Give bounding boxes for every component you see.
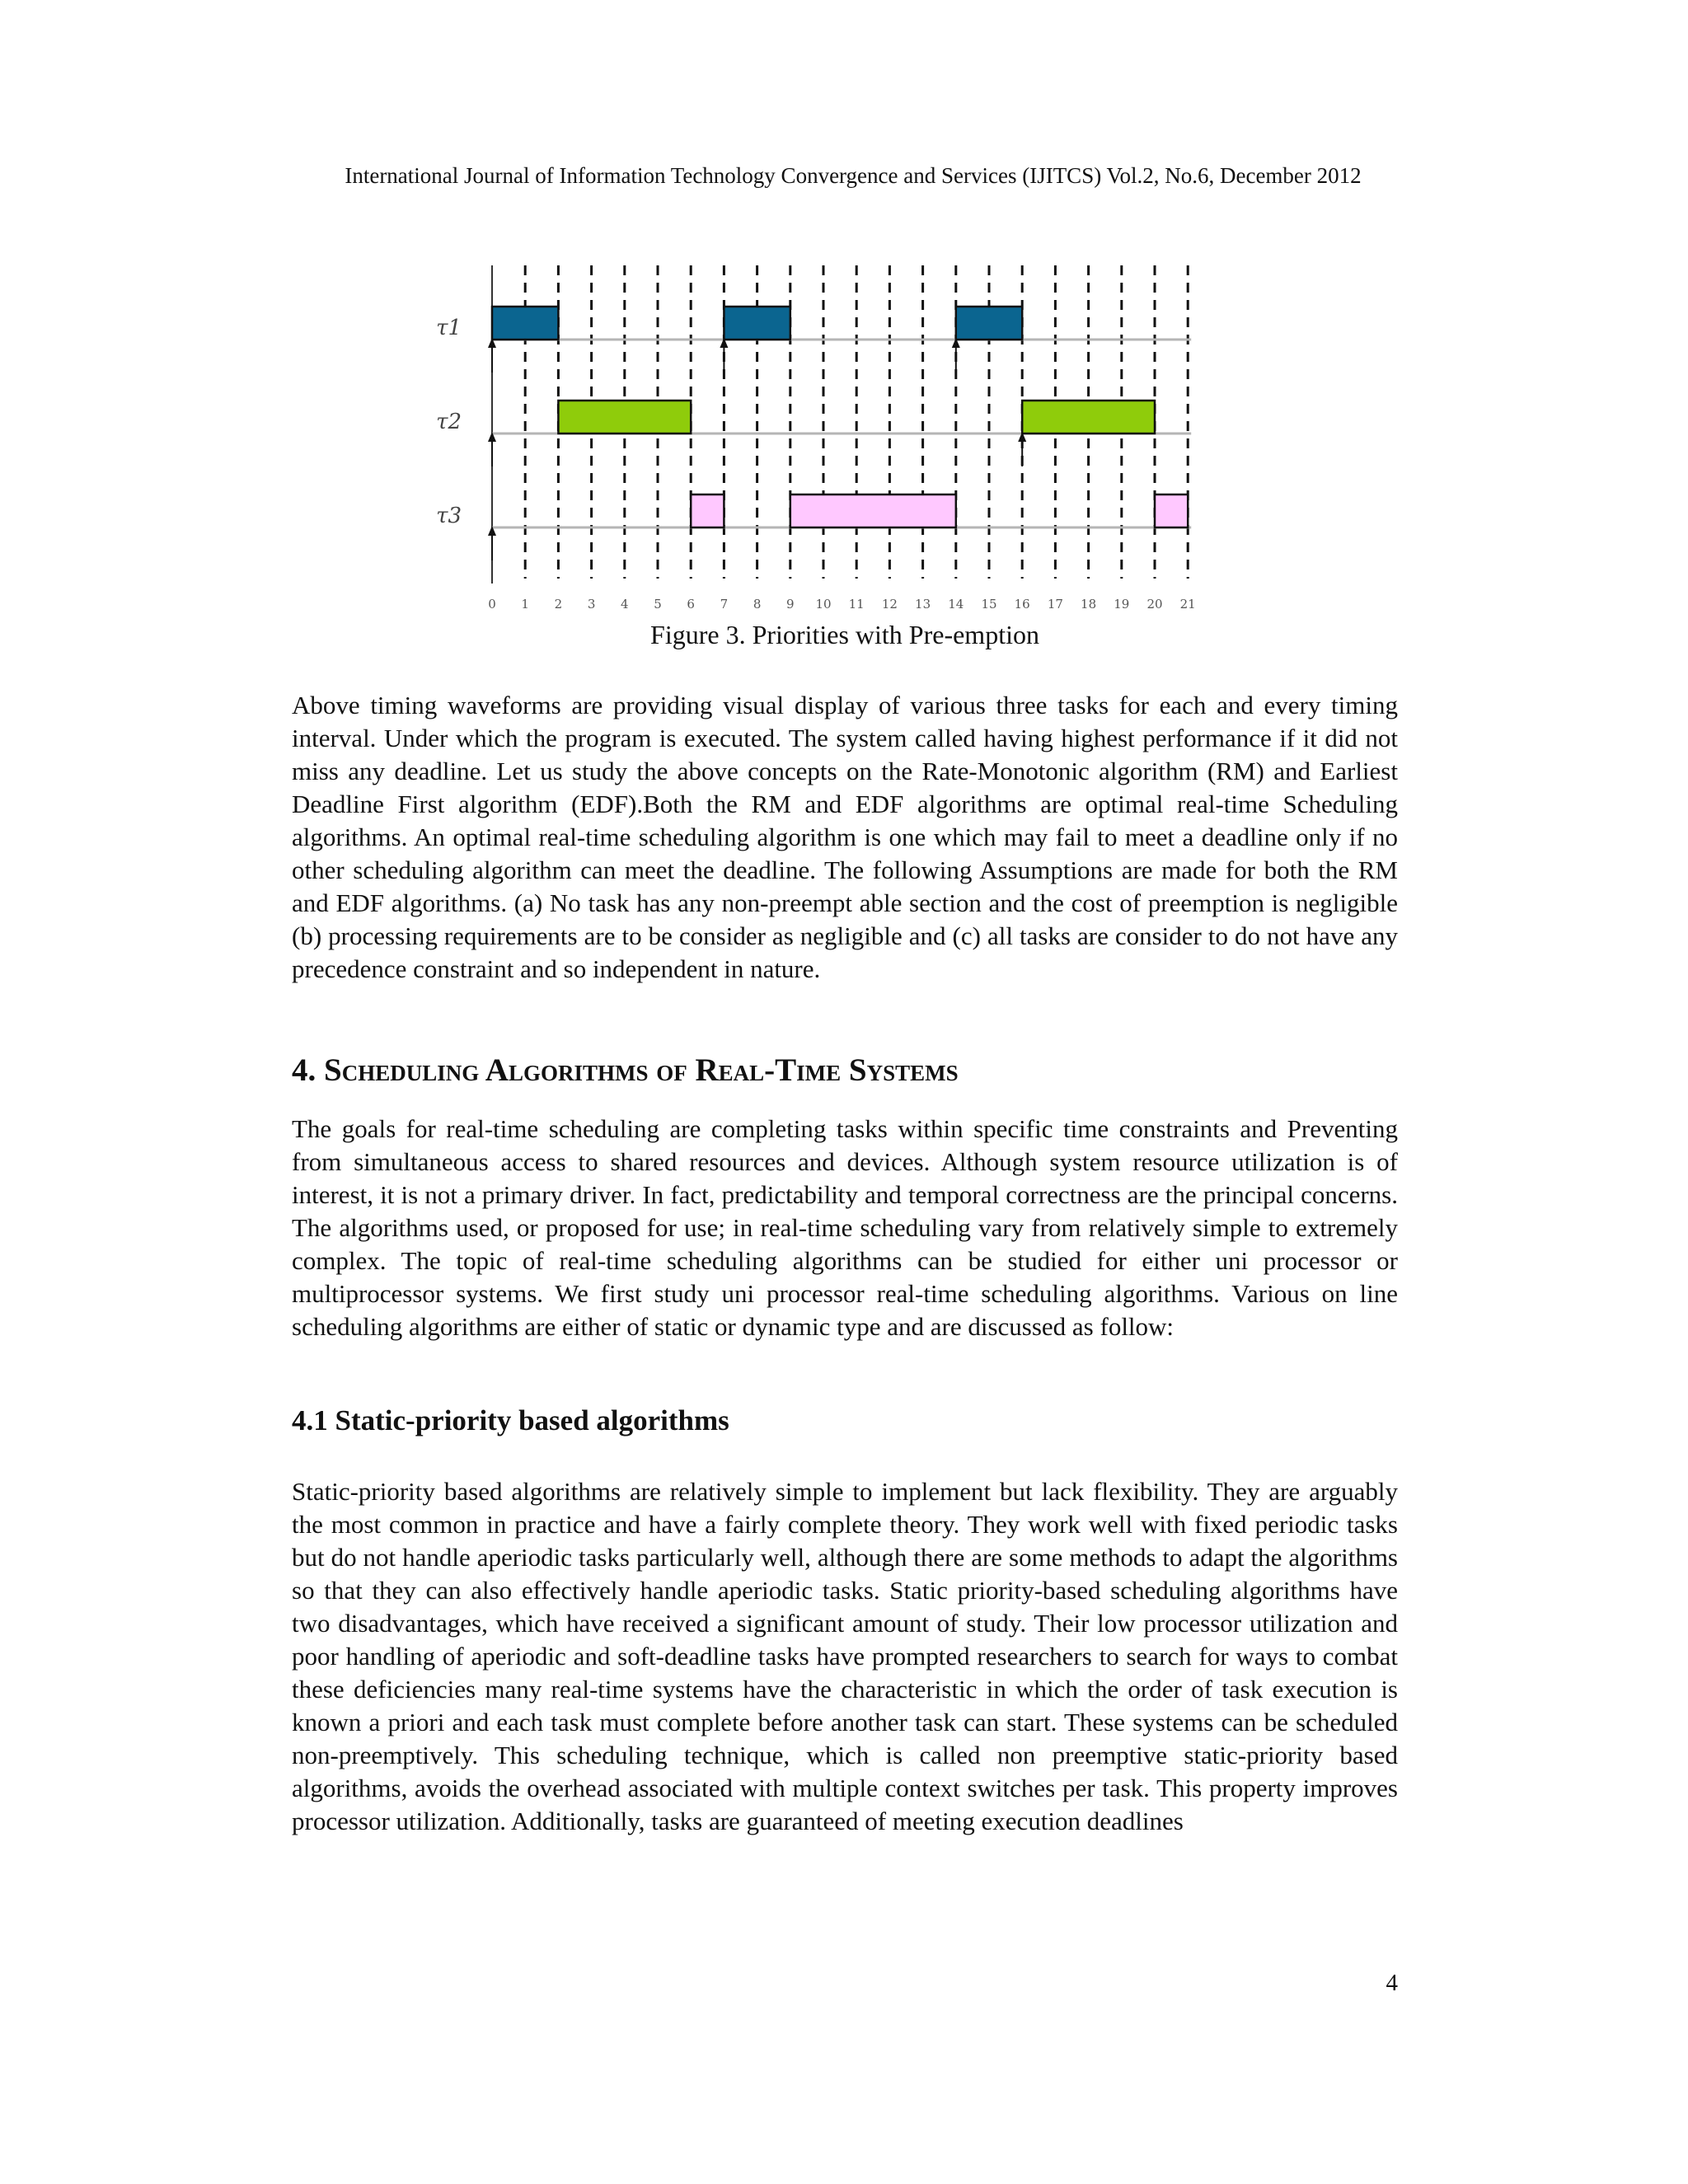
task-label-2: τ2 — [436, 410, 462, 434]
tick-label-7: 7 — [720, 597, 729, 612]
journal-header: International Journal of Information Technology Convergence and Services (IJITCS) Vol.2, No.6, December 2012 — [345, 163, 1362, 188]
tick-label-4: 4 — [621, 597, 629, 612]
tick-label-10: 10 — [815, 597, 832, 612]
tick-label-12: 12 — [881, 597, 898, 612]
task-label-1: τ1 — [436, 316, 462, 340]
paragraph-timing-waveforms: Above timing waveforms are providing visual display of various three tasks for each and every timing interval. Under which the program is executed. The system called having highest performance if it did not miss any deadline. Let us study the above concepts on the Rate-Monotonic algorithm (RM) and Earliest Deadline First algorithm (EDF).Both the RM and EDF algorithms are optimal real-time Scheduling algorithms. An optimal real-time scheduling algorithm is one which may fail to meet a deadline only if no other scheduling algorithm can meet the deadline. The following Assumptions are made for both the RM and EDF algorithms. (a) No task has any non-preempt able section and the cost of preemption is negligible (b) processing requirements are to be consider as negligible and (c) all tasks are consider to do not have any precedence constraint and so independent in nature. — [292, 691, 1398, 983]
task1-execution-bar-2 — [724, 307, 790, 340]
tick-label-5: 5 — [654, 597, 662, 612]
tick-label-1: 1 — [521, 597, 529, 612]
tick-label-15: 15 — [981, 597, 997, 612]
section-heading: 4. Scheduling Algorithms of Real-Time Systems — [292, 1052, 959, 1088]
tick-label-6: 6 — [687, 597, 695, 612]
tick-label-21: 21 — [1179, 597, 1196, 612]
task3-execution-bar-3 — [1155, 494, 1188, 527]
priorities-preemption-timing-chart — [412, 255, 1203, 618]
task3-execution-bar-1 — [691, 494, 724, 527]
tick-label-3: 3 — [587, 597, 596, 612]
subsection-heading: 4.1 Static-priority based algorithms — [292, 1404, 729, 1436]
task2-execution-bar-2 — [1022, 401, 1155, 434]
task1-execution-bar-1 — [492, 307, 558, 340]
tick-label-2: 2 — [554, 597, 563, 612]
tick-label-18: 18 — [1081, 597, 1097, 612]
tick-label-19: 19 — [1114, 597, 1130, 612]
paragraph-scheduling-goals: The goals for real-time scheduling are completing tasks within specific time constraints and Preventing from simultaneous access to shared resources and devices. Although system resource utilization is of interest, it is not a primary driver. In fact, predictability and temporal correctness are the principal concerns. The algorithms used, or proposed for use; in real-time scheduling vary from relatively simple to extremely complex. The topic of real-time scheduling algorithms can be studied for either uni processor or multiprocessor systems. We first study uni processor real-time scheduling algorithms. Various on line scheduling algorithms are either of static or dynamic type and are discussed as follow: — [292, 1114, 1398, 1341]
tick-label-8: 8 — [753, 597, 762, 612]
tick-label-11: 11 — [848, 597, 865, 612]
figure-caption: Figure 3. Priorities with Pre-emption — [650, 620, 1039, 649]
page-number: 4 — [1386, 1970, 1398, 1996]
task-label-3: τ3 — [436, 504, 462, 528]
tick-label-0: 0 — [488, 597, 496, 612]
task2-execution-bar-1 — [558, 401, 691, 434]
paragraph-static-priority: Static-priority based algorithms are relatively simple to implement but lack flexibility. They are arguably the most common in practice and have a fairly complete theory. They work well with fixed periodic tasks but do not handle aperiodic tasks particularly well, although there are some methods to adapt the algorithms so that they can also effectively handle aperiodic tasks. Static priority-based scheduling algorithms have two disadvantages, which have received a significant amount of study. Their low processor utilization and poor handling of aperiodic and soft-deadline tasks have prompted researchers to search for ways to combat these deficiencies many real-time systems have the characteristic in which the order of task execution is known a priori and each task must complete before another task can start. These systems can be scheduled non-preemptively. This scheduling technique, which is called non preemptive static-priority based algorithms, avoids the overhead associated with multiple context switches per task. This property improves processor utilization. Additionally, tasks are guaranteed of meeting execution deadlines — [292, 1477, 1398, 1835]
tick-label-17: 17 — [1047, 597, 1063, 612]
tick-label-13: 13 — [915, 597, 931, 612]
tick-label-20: 20 — [1146, 597, 1163, 612]
tick-label-9: 9 — [786, 597, 795, 612]
task3-execution-bar-2 — [790, 494, 956, 527]
tick-label-16: 16 — [1014, 597, 1030, 612]
task1-execution-bar-3 — [956, 307, 1022, 340]
tick-label-14: 14 — [948, 597, 964, 612]
